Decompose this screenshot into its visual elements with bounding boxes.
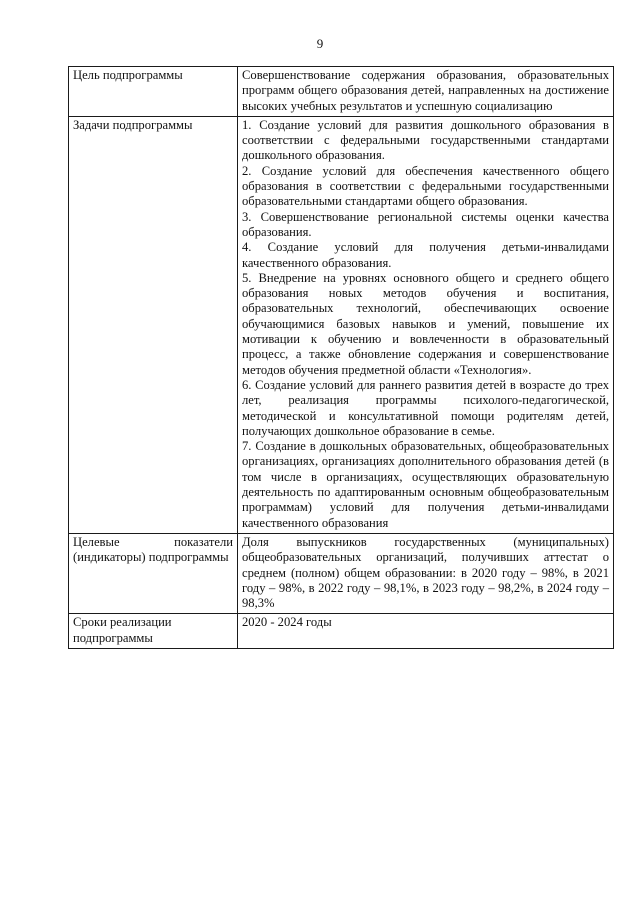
row-value-terms: 2020 - 2024 годы bbox=[238, 614, 614, 649]
task-item-5: 5. Внедрение на уровнях основного общего и среднего общего образования новых методов обучения и воспитания, образовательных технологий, обеспечивающих освоение обучающимися базовых навыков и умений, повышение их мотивации к обучению и вовлеченности в образовательный процесс, а также обновление содержания и совершенствование методов обучения предметной области «Технология». bbox=[242, 270, 609, 377]
task-item-2: 2. Создание условий для обеспечения качественного общего образования в соответствии с федеральными государственными образовательными стандартами общего образования. bbox=[242, 163, 609, 209]
task-item-1: 1. Создание условий для развития дошкольного образования в соответствии с федеральными государственными стандартами дошкольного образования. bbox=[242, 117, 609, 163]
row-label-indicators: Целевые показатели (индикаторы) подпрограммы bbox=[69, 533, 238, 613]
row-label-tasks: Задачи подпрограммы bbox=[69, 116, 238, 533]
task-item-6: 6. Создание условий для раннего развития детей в возрасте до трех лет, реализация программы психолого-педагогической, методической и консультативной помощи родителям детей, получающих дошкольное образование в семье. bbox=[242, 377, 609, 438]
row-label-terms: Сроки реализации подпрограммы bbox=[69, 614, 238, 649]
row-label-goal: Цель подпрограммы bbox=[69, 67, 238, 117]
table-row-tasks bbox=[69, 116, 614, 533]
table-row-terms bbox=[69, 614, 614, 649]
task-item-4: 4. Создание условий для получения детьми-инвалидами качественного образования. bbox=[242, 240, 609, 270]
subprogram-passport-table bbox=[68, 66, 614, 649]
table-row-indicators bbox=[69, 533, 614, 613]
task-item-3: 3. Совершенствование региональной системы оценки качества образования. bbox=[242, 209, 609, 239]
page-number: 9 bbox=[316, 36, 324, 51]
task-item-7: 7. Создание в дошкольных образовательных, общеобразовательных организациях, организациях дополнительного образования детей (в том числе в организациях, осуществляющих образовательную деятельность по адаптированным основным общеобразовательным программам) условий для получения детьми-инвалидами качественного образования bbox=[242, 439, 609, 530]
row-value-tasks bbox=[238, 116, 614, 533]
table-row-goal bbox=[69, 67, 614, 117]
row-value-goal: Совершенствование содержания образования, образовательных программ общего образования детей, направленных на достижение высоких учебных результатов и успешную социализацию bbox=[238, 67, 614, 117]
row-value-indicators: Доля выпускников государственных (муниципальных) общеобразовательных организаций, получивших аттестат о среднем (полном) общем образовании: в 2020 году – 98%, в 2021 году – 98%, в 2022 году – 98,1%, в 2023 году – 98,2%, в 2024 году – 98,3% bbox=[238, 533, 614, 613]
